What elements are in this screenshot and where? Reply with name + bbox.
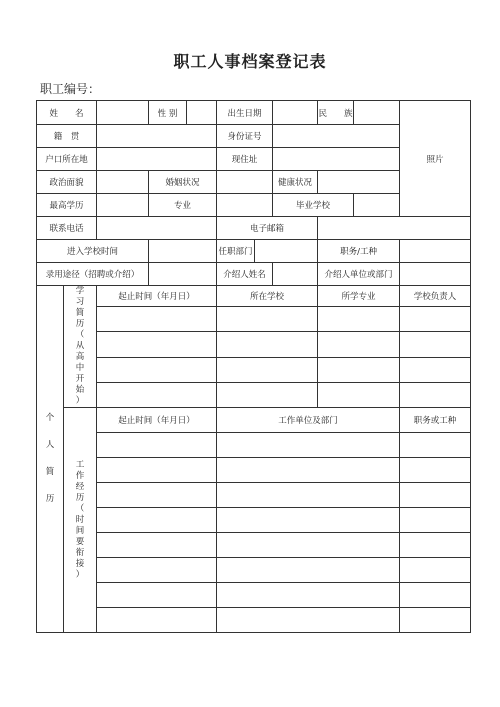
row-recruit (37, 263, 471, 286)
ethnicity-value[interactable] (354, 101, 400, 125)
education-value[interactable] (97, 194, 149, 217)
health-status-label: 健康状况 (273, 171, 318, 194)
study-history-label: 学 习 简 历 （ 从 高 中 开 始 ） (64, 286, 97, 408)
hukou-label: 户口所在地 (37, 148, 97, 171)
study-col-principal: 学校负责人 (400, 286, 471, 307)
major-label: 专业 (149, 194, 217, 217)
ethnicity-label: 民 族 (318, 101, 354, 125)
referrer-name-label: 介绍人姓名 (217, 263, 273, 286)
phone-label: 联系电话 (37, 217, 97, 240)
work-col-unit: 工作单位及部门 (217, 408, 400, 433)
work-row (37, 458, 471, 483)
row-join (37, 240, 471, 263)
native-place-value[interactable] (97, 125, 217, 148)
row-name (37, 101, 471, 125)
native-place-label: 籍 贯 (37, 125, 97, 148)
work-row (37, 508, 471, 533)
study-row (37, 357, 471, 382)
gender-label: 性 别 (149, 101, 187, 125)
join-date-label: 进入学校时间 (37, 240, 149, 263)
phone-value[interactable] (97, 217, 217, 240)
graduated-school-label: 毕业学校 (273, 194, 354, 217)
department-value[interactable] (255, 240, 318, 263)
name-label: 姓 名 (37, 101, 97, 125)
study-col-school: 所在学校 (217, 286, 318, 307)
work-row (37, 558, 471, 583)
position-label: 职务/工种 (318, 240, 400, 263)
work-row (37, 608, 471, 633)
position-value[interactable] (400, 240, 471, 263)
health-status-value[interactable] (318, 171, 400, 194)
name-value[interactable] (97, 101, 149, 125)
birth-date-value[interactable] (273, 101, 318, 125)
study-header-row (37, 286, 471, 307)
id-number-value[interactable] (273, 125, 400, 148)
study-row (37, 307, 471, 332)
work-history-label: 工 作 经 历 （ 时 间 要 衔 接 ） (64, 408, 97, 633)
department-label: 任职部门 (217, 240, 255, 263)
row-contact (37, 217, 471, 240)
marital-status-label: 婚姻状况 (149, 171, 217, 194)
major-value[interactable] (217, 194, 273, 217)
work-row (37, 533, 471, 558)
gender-value[interactable] (187, 101, 217, 125)
work-col-period: 起止时间（年月日） (97, 408, 217, 433)
political-status-value[interactable] (97, 171, 149, 194)
study-col-period: 起止时间（年月日） (97, 286, 217, 307)
email-label: 电子邮箱 (217, 217, 318, 240)
form-title: 职工人事档案登记表 (173, 52, 327, 71)
work-col-position: 职务或工种 (400, 408, 471, 433)
recruit-method-label: 录用途径（招聘或介绍） (37, 263, 149, 286)
study-col-major: 所学专业 (318, 286, 400, 307)
study-row (37, 382, 471, 407)
work-row (37, 433, 471, 458)
study-row (37, 332, 471, 357)
current-address-value[interactable] (273, 148, 400, 171)
graduated-school-value[interactable] (354, 194, 400, 217)
referrer-unit-label: 介绍人单位或部门 (318, 263, 400, 286)
resume-section-label: 个 人 简 历 (37, 286, 64, 633)
employee-number-label: 职工编号： (40, 82, 101, 96)
photo-box[interactable]: 照片 (400, 101, 471, 217)
work-row (37, 483, 471, 508)
education-label: 最高学历 (37, 194, 97, 217)
political-status-label: 政治面貌 (37, 171, 97, 194)
registration-form (36, 100, 471, 633)
hukou-value[interactable] (97, 148, 217, 171)
marital-status-value[interactable] (217, 171, 273, 194)
id-number-label: 身份证号 (217, 125, 273, 148)
recruit-method-value[interactable] (149, 263, 217, 286)
birth-date-label: 出生日期 (217, 101, 273, 125)
email-value[interactable] (318, 217, 471, 240)
work-header-row (37, 408, 471, 433)
work-row (37, 583, 471, 608)
current-address-label: 现住址 (217, 148, 273, 171)
referrer-name-value[interactable] (273, 263, 318, 286)
join-date-value[interactable] (149, 240, 217, 263)
referrer-unit-value[interactable] (400, 263, 471, 286)
